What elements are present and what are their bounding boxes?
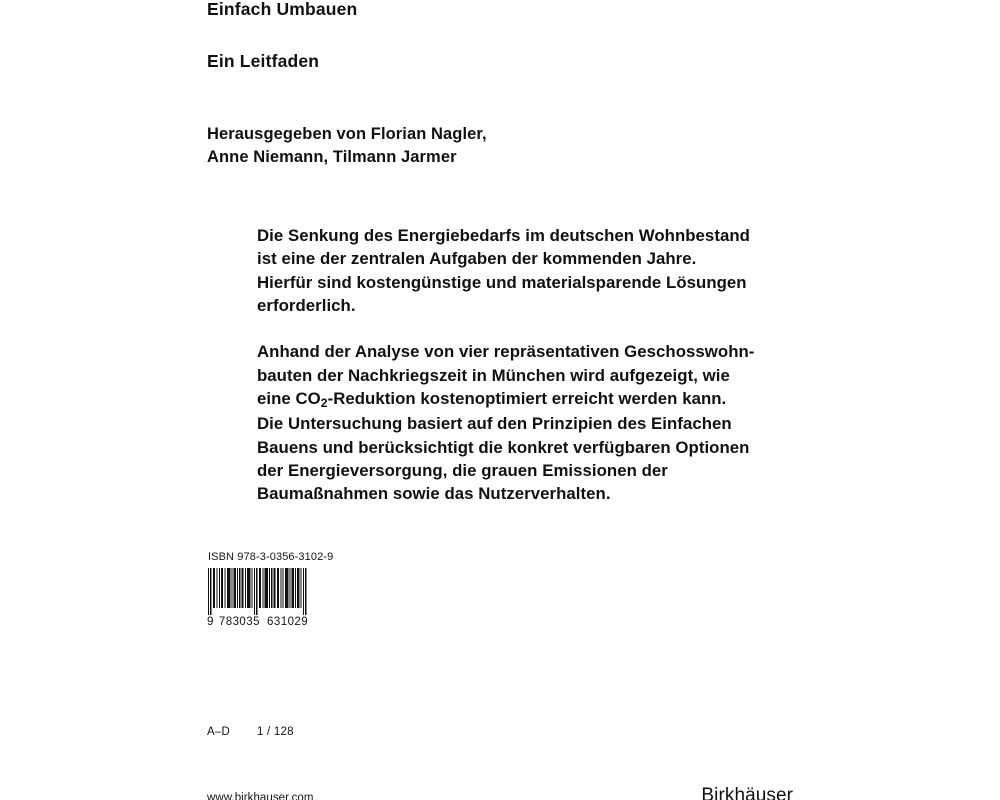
blurb-p2-line-5: Bauens und berücksichtigt die konkret verfügbaren Optionen [257, 437, 750, 457]
blurb-co2-suffix: -Reduktion kostenoptimiert erreicht werden kann. [327, 389, 727, 409]
ean-digits [207, 616, 333, 629]
blurb-p1-line-4: erforderlich. [257, 295, 356, 315]
ean-group-2: 631029 [267, 616, 309, 628]
publisher-logo: Birkhäuser [701, 785, 793, 800]
blurb-p2-line-1: Anhand der Analyse von vier repräsentativen Geschosswohn- [257, 342, 755, 362]
isbn-barcode-block [207, 551, 333, 629]
editors-credit [207, 123, 807, 169]
blurb-p1-line-3: Hierfür sind kostengünstige und materialsparende Lösungen [257, 272, 747, 292]
footer [207, 785, 793, 800]
blurb-p2-line-6: der Energieversorgung, die grauen Emissionen der [257, 460, 668, 480]
ean-lead-digit: 9 [207, 616, 214, 628]
ean-group-1: 783035 [218, 616, 260, 628]
blurb-p1-line-1: Die Senkung des Energiebedarfs im deutschen Wohnbestand [257, 226, 750, 245]
isbn-label: ISBN 978-3-0356-3102-9 [208, 551, 334, 563]
co2-subscript: 2 [320, 395, 328, 410]
editors-line-2: Anne Niemann, Tilmann Jarmer [207, 148, 457, 166]
language-range: A–D [207, 726, 231, 738]
blurb-p2-line-3 [257, 389, 726, 408]
blurb-p2-line-7: Baumaßnahmen sowie das Nutzerverhalten. [257, 484, 611, 504]
blurb-p2-line-2: bauten der Nachkriegszeit in München wird aufgezeigt, wie [257, 365, 730, 385]
title-block [207, 0, 767, 71]
blurb-paragraph-2 [257, 340, 817, 505]
page-marks [207, 725, 294, 739]
editors-line-1: Herausgegeben von Florian Nagler, [207, 125, 487, 143]
book-subtitle: Ein Leitfaden [207, 51, 320, 71]
blurb-text [257, 224, 817, 506]
blurb-paragraph-1 [257, 224, 817, 317]
page-count: 1 / 128 [257, 726, 294, 738]
page-title: Einfach Umbauen [207, 0, 358, 19]
publisher-website-link[interactable]: www.birkhauser.com [207, 792, 314, 800]
blurb-p1-line-2: ist eine der zentralen Aufgaben der kommenden Jahre. [257, 249, 697, 269]
blurb-co2-prefix: eine CO [257, 389, 321, 409]
blurb-p2-line-4: Die Untersuchung basiert auf den Prinzipien des Einfachen [257, 414, 732, 434]
barcode-icon [207, 568, 315, 615]
